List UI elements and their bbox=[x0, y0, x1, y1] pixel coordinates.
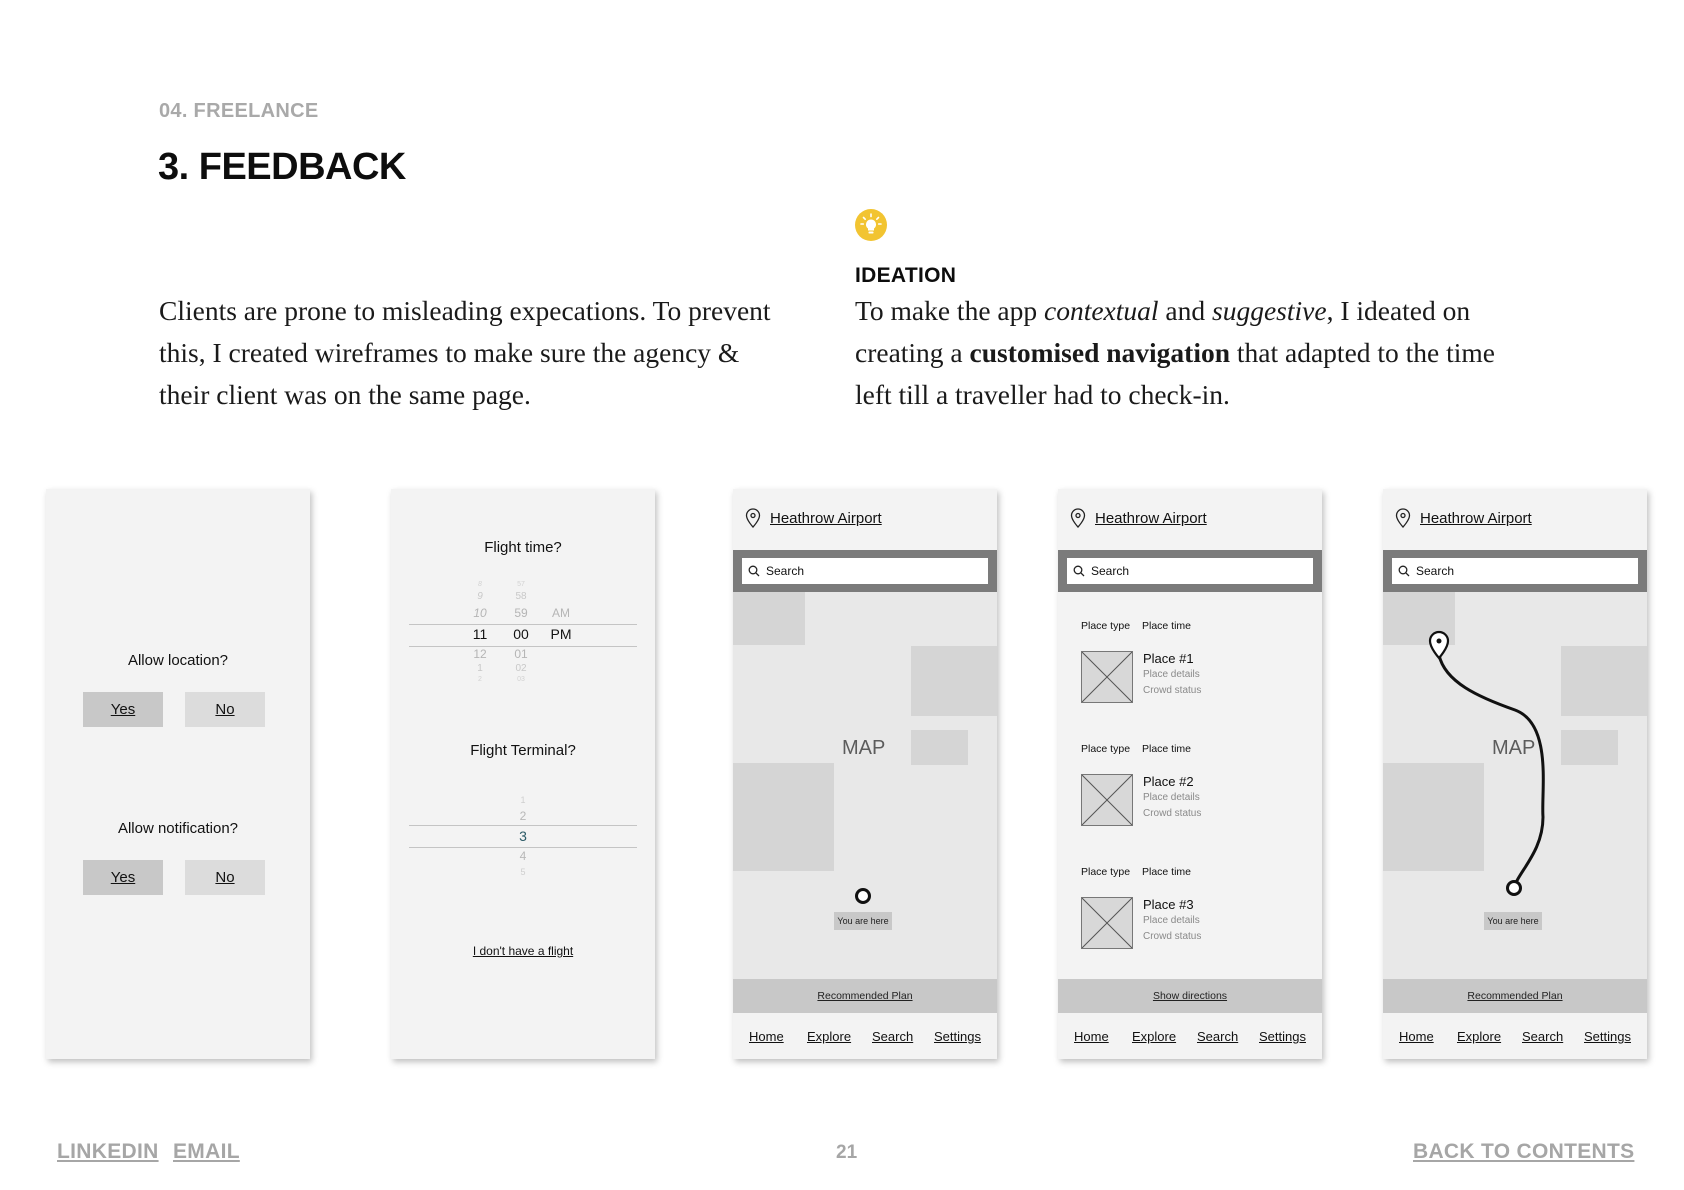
ampm-selected[interactable]: PM bbox=[550, 626, 572, 642]
terminal-option[interactable]: 1 bbox=[520, 795, 526, 805]
hour-option[interactable]: 9 bbox=[477, 591, 483, 602]
location-pin-icon bbox=[1070, 508, 1086, 528]
search-input[interactable] bbox=[1067, 558, 1313, 584]
nav-home[interactable]: Home bbox=[749, 1029, 784, 1044]
crowd-status: Crowd status bbox=[1143, 931, 1202, 942]
recommended-plan-button[interactable]: Recommended Plan bbox=[1383, 979, 1647, 1013]
no-flight-link[interactable]: I don't have a flight bbox=[472, 944, 574, 958]
hour-option[interactable]: 1 bbox=[477, 663, 483, 674]
you-are-here-label: You are here bbox=[1484, 912, 1542, 930]
place-name: Place #2 bbox=[1143, 774, 1194, 789]
location-header[interactable] bbox=[1070, 506, 1207, 530]
destination-pin-icon bbox=[1427, 630, 1451, 660]
terminal-option[interactable]: 2 bbox=[519, 809, 527, 823]
recommended-plan-button[interactable]: Recommended Plan bbox=[733, 979, 997, 1013]
search-bar bbox=[1383, 550, 1647, 592]
ideation-paragraph: To make the app contextual and suggestive, I ideated on creating a customised navigation that adapted to the time left till a traveller had to check-in. bbox=[855, 295, 1496, 410]
place-name: Place #3 bbox=[1143, 897, 1194, 912]
search-bar bbox=[1058, 550, 1322, 592]
place-time: Place time bbox=[1142, 620, 1192, 632]
current-location-marker bbox=[1506, 880, 1522, 896]
image-placeholder-icon bbox=[1081, 897, 1133, 949]
place-type: Place type bbox=[1081, 866, 1131, 878]
place-type: Place type bbox=[1081, 620, 1131, 632]
map-label: MAP bbox=[842, 737, 886, 759]
nav-explore[interactable]: Explore bbox=[807, 1029, 852, 1044]
search-icon bbox=[1398, 565, 1410, 577]
minute-option[interactable]: 59 bbox=[514, 606, 528, 620]
place-details: Place details bbox=[1143, 915, 1200, 926]
nav-search[interactable]: Search bbox=[1522, 1029, 1564, 1044]
hour-option[interactable]: 8 bbox=[478, 581, 482, 588]
search-input[interactable] bbox=[742, 558, 988, 584]
minute-selected[interactable]: 00 bbox=[513, 626, 529, 642]
wireframe-map-route bbox=[1383, 489, 1647, 1059]
wireframe-flight-info bbox=[391, 489, 655, 1059]
wireframe-map bbox=[733, 489, 997, 1059]
terminal-selected[interactable]: 3 bbox=[519, 828, 527, 844]
image-placeholder-icon bbox=[1081, 774, 1133, 826]
location-header[interactable] bbox=[1395, 506, 1532, 530]
search-placeholder: Search bbox=[1416, 564, 1455, 578]
minute-option[interactable]: 03 bbox=[517, 676, 525, 683]
minute-option[interactable]: 02 bbox=[515, 663, 527, 674]
picker-highlight-top bbox=[409, 624, 637, 625]
allow-location-no-button[interactable]: No bbox=[185, 692, 265, 727]
nav-search[interactable]: Search bbox=[1197, 1029, 1239, 1044]
allow-notification-no-button[interactable]: No bbox=[185, 860, 265, 895]
location-name[interactable]: Heathrow Airport bbox=[1420, 509, 1532, 527]
ideation-heading: IDEATION bbox=[855, 264, 957, 287]
you-are-here-label: You are here bbox=[834, 912, 892, 930]
lightbulb-icon bbox=[855, 209, 887, 241]
crowd-status: Crowd status bbox=[1143, 685, 1202, 696]
hour-option[interactable]: 10 bbox=[473, 606, 487, 620]
linkedin-link[interactable]: LINKEDIN bbox=[57, 1140, 159, 1163]
allow-notification-question: Allow notification? bbox=[117, 820, 239, 837]
map-label: MAP bbox=[1492, 737, 1536, 759]
page-number: 21 bbox=[836, 1142, 858, 1163]
place-details: Place details bbox=[1143, 792, 1200, 803]
hour-option[interactable]: 2 bbox=[478, 676, 482, 683]
ampm-option[interactable]: AM bbox=[552, 606, 570, 620]
nav-settings[interactable]: Settings bbox=[1584, 1029, 1631, 1044]
intro-paragraph: Clients are prone to misleading expecations. To prevent this, I created wireframes to make sure the agency & their client was on the same page. bbox=[159, 295, 771, 410]
place-time: Place time bbox=[1142, 743, 1192, 755]
hour-option[interactable]: 12 bbox=[473, 647, 487, 661]
place-name: Place #1 bbox=[1143, 651, 1194, 666]
nav-explore[interactable]: Explore bbox=[1457, 1029, 1502, 1044]
minute-option[interactable]: 01 bbox=[514, 647, 528, 661]
place-details: Place details bbox=[1143, 669, 1200, 680]
email-link[interactable]: EMAIL bbox=[173, 1140, 240, 1163]
terminal-option[interactable]: 4 bbox=[519, 849, 527, 863]
wireframe-place-list bbox=[1058, 489, 1322, 1059]
bottom-nav bbox=[1058, 1013, 1322, 1059]
bottom-nav bbox=[1383, 1013, 1647, 1059]
nav-explore[interactable]: Explore bbox=[1132, 1029, 1177, 1044]
bottom-nav bbox=[733, 1013, 997, 1059]
allow-location-yes-button[interactable]: Yes bbox=[83, 692, 163, 727]
flight-terminal-question: Flight Terminal? bbox=[470, 742, 576, 759]
page-title: 3. FEEDBACK bbox=[158, 146, 406, 188]
hour-selected[interactable]: 11 bbox=[472, 626, 488, 642]
allow-location-question: Allow location? bbox=[127, 652, 229, 669]
nav-settings[interactable]: Settings bbox=[934, 1029, 981, 1044]
map-block bbox=[733, 592, 805, 645]
allow-notification-yes-button[interactable]: Yes bbox=[83, 860, 163, 895]
terminal-option[interactable]: 5 bbox=[520, 867, 526, 877]
wireframe-permissions bbox=[46, 489, 310, 1059]
terminal-highlight-bottom bbox=[409, 847, 637, 848]
nav-home[interactable]: Home bbox=[1074, 1029, 1109, 1044]
location-name[interactable]: Heathrow Airport bbox=[1095, 509, 1207, 527]
search-placeholder: Search bbox=[1091, 564, 1130, 578]
flight-time-question: Flight time? bbox=[484, 539, 562, 556]
location-pin-icon bbox=[745, 508, 761, 528]
location-pin-icon bbox=[1395, 508, 1411, 528]
search-icon bbox=[748, 565, 760, 577]
place-type: Place type bbox=[1081, 743, 1131, 755]
location-header[interactable] bbox=[745, 506, 882, 530]
current-location-marker bbox=[855, 888, 871, 904]
nav-search[interactable]: Search bbox=[872, 1029, 914, 1044]
minute-option[interactable]: 58 bbox=[515, 591, 527, 602]
map-block bbox=[911, 646, 997, 716]
crowd-status: Crowd status bbox=[1143, 808, 1202, 819]
map-block bbox=[733, 763, 834, 871]
search-input[interactable] bbox=[1392, 558, 1638, 584]
section-label: 04. FREELANCE bbox=[159, 100, 319, 122]
nav-settings[interactable]: Settings bbox=[1259, 1029, 1306, 1044]
nav-home[interactable]: Home bbox=[1399, 1029, 1434, 1044]
back-to-contents-link[interactable]: BACK TO CONTENTS bbox=[1413, 1140, 1635, 1163]
map-block bbox=[911, 730, 968, 765]
map-view[interactable] bbox=[1383, 592, 1647, 979]
terminal-highlight-top bbox=[409, 825, 637, 826]
minute-option[interactable]: 57 bbox=[517, 581, 525, 588]
map-view[interactable] bbox=[733, 592, 997, 979]
search-bar bbox=[733, 550, 997, 592]
search-icon bbox=[1073, 565, 1085, 577]
image-placeholder-icon bbox=[1081, 651, 1133, 703]
place-time: Place time bbox=[1142, 866, 1192, 878]
search-placeholder: Search bbox=[766, 564, 805, 578]
location-name[interactable]: Heathrow Airport bbox=[770, 509, 882, 527]
show-directions-button[interactable]: Show directions bbox=[1058, 979, 1322, 1013]
